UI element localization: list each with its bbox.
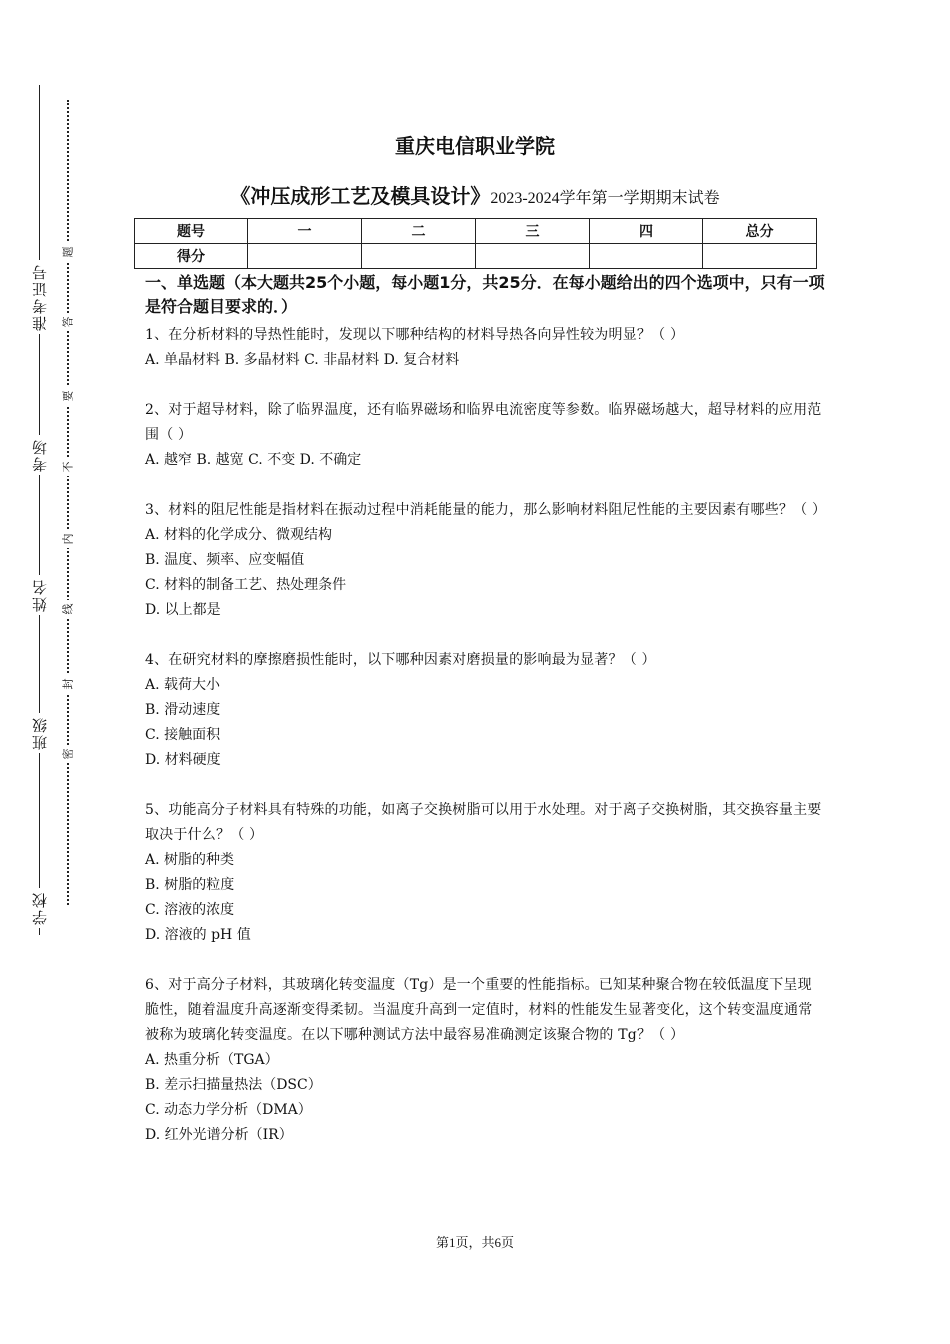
table-cell: 一 (248, 219, 362, 244)
field-label: 准考证号 (29, 260, 50, 334)
field-label: 考场 (29, 435, 50, 475)
seal-char: 内 (60, 530, 76, 548)
seal-char: 线 (60, 600, 76, 618)
school-name: 重庆电信职业学院 (395, 134, 555, 158)
score-cell[interactable] (248, 244, 362, 269)
question-2 (145, 398, 825, 473)
page-footer: 第1页，共6页 (435, 1235, 514, 1250)
field-label: 班级 (29, 713, 50, 753)
score-cell[interactable] (476, 244, 590, 269)
score-cell[interactable] (590, 244, 703, 269)
binding-dotted-line (67, 100, 69, 905)
question-option: D. 以上都是 (145, 602, 221, 618)
table-cell: 得分 (135, 244, 248, 269)
question-4 (145, 648, 825, 773)
score-cell[interactable] (703, 244, 817, 269)
question-option: D. 红外光谱分析（IR） (145, 1127, 293, 1143)
question-option: A. 树脂的种类 (145, 852, 235, 868)
table-cell: 题号 (135, 219, 248, 244)
binding-field-exam-room (22, 435, 56, 475)
question-option: C. 溶液的浓度 (145, 902, 235, 918)
question-option: A. 热重分析（TGA） (145, 1052, 279, 1068)
score-table (134, 218, 817, 269)
score-table-score-row (135, 244, 817, 269)
question-stem: 4、在研究材料的摩擦磨损性能时，以下哪种因素对磨损量的影响最为显著？（ ） (145, 652, 656, 668)
section-title: 一、单选题（本大题共25个小题，每小题1分，共25分．在每小题给出的四个选项中，只有一项是符合题目要求的．） (145, 273, 825, 316)
question-stem: 6、对于高分子材料，其玻璃化转变温度（Tg）是一个重要的性能指标。已知某种聚合物在较低温度下呈现脆性，随着温度升高逐渐变得柔韧。当温度升高到一定值时，材料的性能发生显著变化，这个转变温度通常被称为玻璃化转变温度。在以下哪种测试方法中最容易准确测定该聚合物的 Tg？（ ） (145, 977, 813, 1043)
binding-field-ticket-number (22, 260, 56, 334)
seal-char: 密 (60, 745, 76, 763)
seal-char: 封 (60, 675, 76, 693)
course-title: 《冲压成形工艺及模具设计》 (230, 184, 491, 208)
seal-char: 不 (60, 458, 76, 476)
seal-char: 要 (60, 387, 76, 405)
seal-char: 答 (60, 313, 76, 331)
question-stem: 2、对于超导材料，除了临界温度，还有临界磁场和临界电流密度等参数。临界磁场越大，超导材料的应用范围（ ） (145, 402, 822, 443)
binding-field-class (22, 713, 56, 753)
binding-field-school (22, 888, 56, 928)
question-option: C. 接触面积 (145, 727, 221, 743)
question-option: B. 滑动速度 (145, 702, 221, 718)
binding-field-name (22, 575, 56, 615)
score-cell[interactable] (362, 244, 476, 269)
question-content (145, 271, 825, 1173)
question-option: C. 材料的制备工艺、热处理条件 (145, 577, 347, 593)
question-3 (145, 498, 825, 623)
question-option: D. 材料硬度 (145, 752, 221, 768)
question-option: C. 动态力学分析（DMA） (145, 1102, 312, 1118)
field-label: 学校 (29, 888, 50, 928)
score-table-header-row (135, 219, 817, 244)
question-stem: 1、在分析材料的导热性能时，发现以下哪种结构的材料导热各向异性较为明显？（ ） (145, 327, 685, 343)
question-stem: 5、功能高分子材料具有特殊的功能，如离子交换树脂可以用于水处理。对于离子交换树脂，其交换容量主要取决于什么？（ ） (145, 802, 822, 843)
question-option: A. 材料的化学成分、微观结构 (145, 527, 333, 543)
question-6 (145, 973, 825, 1148)
seal-char: 题 (60, 243, 76, 261)
question-1 (145, 323, 825, 373)
question-options: A. 单晶材料 B. 多晶材料 C. 非晶材料 D. 复合材料 (145, 352, 460, 368)
exam-term: 2023-2024学年第一学期期末试卷 (490, 190, 720, 207)
question-option: B. 差示扫描量热法（DSC） (145, 1077, 322, 1093)
field-label: 姓名 (29, 575, 50, 615)
question-option: B. 温度、频率、应变幅值 (145, 552, 305, 568)
table-cell: 总分 (703, 219, 817, 244)
question-option: B. 树脂的粒度 (145, 877, 235, 893)
question-5 (145, 798, 825, 948)
table-cell: 三 (476, 219, 590, 244)
table-cell: 二 (362, 219, 476, 244)
question-stem: 3、材料的阻尼性能是指材料在振动过程中消耗能量的能力，那么影响材料阻尼性能的主要因素有哪些？（ ） (145, 502, 827, 518)
exam-title (0, 180, 950, 209)
question-option: A. 载荷大小 (145, 677, 221, 693)
table-cell: 四 (590, 219, 703, 244)
question-option: D. 溶液的 pH 值 (145, 927, 251, 943)
question-options: A. 越窄 B. 越宽 C. 不变 D. 不确定 (145, 452, 362, 468)
binding-solid-line (39, 85, 40, 935)
